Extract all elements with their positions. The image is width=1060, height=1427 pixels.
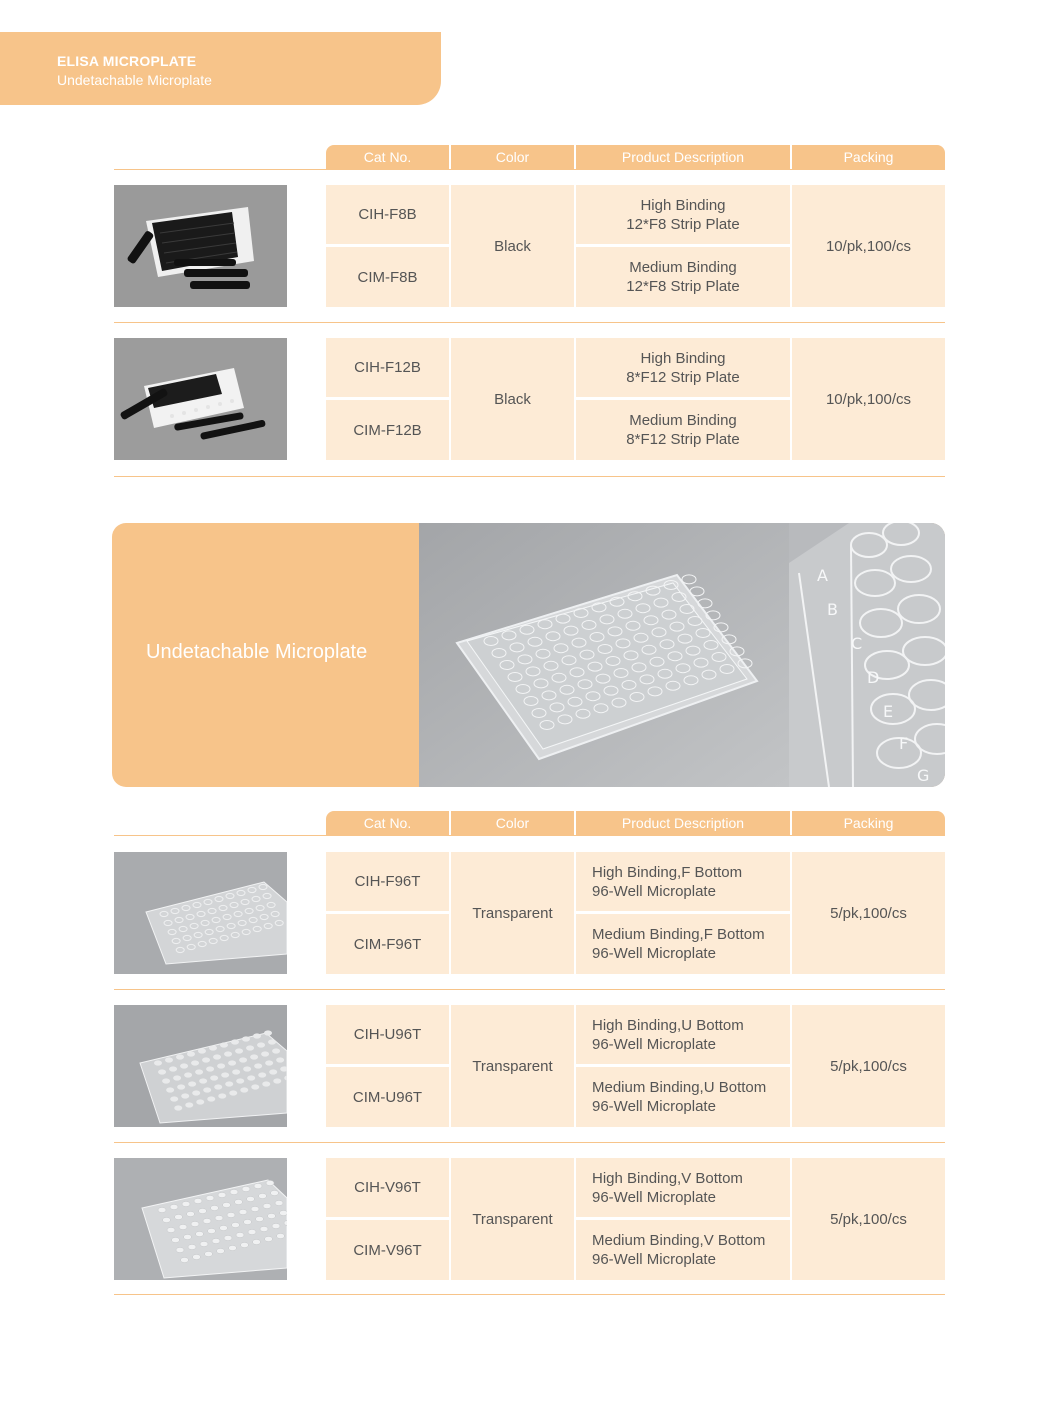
well: [192, 1090, 200, 1095]
binding-type: High Binding,V Bottom: [592, 1169, 743, 1187]
well: [242, 1186, 250, 1191]
well: [206, 1195, 214, 1200]
well: [184, 1072, 192, 1077]
description-cell: [576, 1220, 790, 1280]
well: [200, 1241, 208, 1246]
cat-no-cell: CIM-F8B: [326, 247, 449, 307]
well: [254, 1183, 262, 1188]
description-cell: [576, 1067, 790, 1127]
well: [266, 1180, 274, 1185]
row-divider: [114, 476, 945, 477]
plate-format: 96-Well Microplate: [592, 1188, 716, 1206]
well: [224, 1051, 232, 1056]
column-header-description: Product Description: [576, 145, 790, 169]
well: [227, 1212, 235, 1217]
column-header-packing: Packing: [792, 811, 945, 835]
plate-format: 96-Well Microplate: [592, 882, 716, 900]
column-header-cat-no: Cat No.: [326, 811, 449, 835]
well: [191, 1060, 199, 1065]
cat-no-cell: CIH-V96T: [326, 1158, 449, 1217]
plate-format: 8*F12 Strip Plate: [626, 431, 740, 448]
binding-type: Medium Binding,F Bottom: [592, 926, 765, 943]
well: [213, 1054, 221, 1059]
well: [265, 1236, 273, 1241]
packing-cell: 5/pk,100/cs: [792, 1005, 945, 1127]
well: [198, 1048, 206, 1053]
well: [260, 1226, 268, 1231]
well: [217, 1063, 225, 1068]
well: [181, 1093, 189, 1098]
row-divider: [114, 1142, 945, 1143]
binding-type: High Binding: [640, 349, 726, 367]
well: [187, 1211, 195, 1216]
product-row-group: [114, 1158, 945, 1312]
binding-type: Medium Binding,V Bottom: [592, 1232, 766, 1249]
cat-no-cell: CIM-F12B: [326, 400, 449, 460]
well: [235, 1199, 243, 1204]
well: [257, 1042, 265, 1047]
well: [231, 1039, 239, 1044]
binding-type: Medium Binding,U Bottom: [592, 1079, 767, 1096]
product-table-strip-plates: [114, 145, 945, 480]
well: [246, 1045, 254, 1050]
banner-label: Undetachable Microplate: [146, 641, 368, 663]
well: [169, 1066, 177, 1071]
row-divider: [114, 989, 945, 990]
well: [195, 1069, 203, 1074]
well: [268, 1213, 276, 1218]
product-image: [114, 185, 287, 307]
description-cell: [576, 852, 790, 911]
well: [176, 1247, 184, 1252]
well: [242, 1036, 250, 1041]
section-subtitle: Undetachable Microplate: [57, 72, 212, 88]
product-image: [114, 852, 287, 974]
well: [273, 1078, 281, 1083]
well: [218, 1093, 226, 1098]
well: [184, 1234, 192, 1239]
well: [180, 1063, 188, 1068]
well: [224, 1235, 232, 1240]
well: [247, 1075, 255, 1080]
well: [239, 1209, 247, 1214]
cat-no-cell: CIH-U96T: [326, 1005, 449, 1064]
well-row-letter: A: [817, 566, 828, 585]
well: [217, 1248, 225, 1253]
well-row-letter: B: [827, 600, 838, 619]
well: [235, 1048, 243, 1053]
plate-format: 8*F12 Strip Plate: [626, 368, 740, 386]
product-row-group: [114, 852, 945, 1006]
well-row-letter: F: [899, 734, 909, 753]
well: [251, 1206, 259, 1211]
well: [196, 1099, 204, 1104]
well: [199, 1078, 207, 1083]
well-row-letter: C: [851, 634, 863, 653]
well: [173, 1075, 181, 1080]
well: [254, 1063, 262, 1068]
well: [220, 1042, 228, 1047]
well: [236, 1078, 244, 1083]
product-row-group: [114, 185, 945, 339]
well: [202, 1057, 210, 1062]
well: [187, 1051, 195, 1056]
row-divider: [114, 322, 945, 323]
packing-cell: 10/pk,100/cs: [792, 185, 945, 307]
column-header-description: Product Description: [576, 811, 790, 835]
well: [194, 1198, 202, 1203]
well: [179, 1224, 187, 1229]
product-image: [114, 338, 287, 460]
well: [276, 1057, 284, 1062]
well: [275, 1200, 283, 1205]
well: [196, 1231, 204, 1236]
well-row-letter: E: [883, 702, 894, 721]
well: [262, 1081, 270, 1086]
well: [250, 1054, 258, 1059]
well: [247, 1196, 255, 1201]
well: [280, 1210, 288, 1215]
plate-format: 96-Well Microplate: [592, 1098, 716, 1115]
product-row-group: [114, 1005, 945, 1159]
well: [177, 1084, 185, 1089]
cat-no-cell: CIH-F96T: [326, 852, 449, 911]
well: [203, 1087, 211, 1092]
well: [220, 1225, 228, 1230]
well: [215, 1215, 223, 1220]
color-cell: Black: [451, 185, 574, 307]
header-underline: [114, 169, 945, 170]
description-cell: [576, 914, 790, 974]
well: [214, 1084, 222, 1089]
well: [258, 1072, 266, 1077]
well: [206, 1066, 214, 1071]
well: [218, 1192, 226, 1197]
well: [172, 1237, 180, 1242]
well: [167, 1227, 175, 1232]
well: [158, 1207, 166, 1212]
well: [272, 1048, 280, 1053]
well: [225, 1081, 233, 1086]
cat-no-cell: CIH-F12B: [326, 338, 449, 397]
well: [271, 1190, 279, 1195]
well: [269, 1069, 277, 1074]
well: [229, 1245, 237, 1250]
plate-format: 96-Well Microplate: [592, 1251, 716, 1268]
cat-no-cell: CIH-F8B: [326, 185, 449, 244]
well: [241, 1242, 249, 1247]
binding-type: Medium Binding: [629, 412, 737, 429]
description-cell: [576, 1158, 790, 1217]
well: [203, 1218, 211, 1223]
well: [244, 1219, 252, 1224]
well: [248, 1229, 256, 1234]
well: [253, 1239, 261, 1244]
well: [265, 1060, 273, 1065]
well: [166, 1087, 174, 1092]
packing-cell: 5/pk,100/cs: [792, 1158, 945, 1280]
well: [229, 1090, 237, 1095]
description-cell: [576, 185, 790, 244]
color-cell: Transparent: [451, 1005, 574, 1127]
well: [223, 1202, 231, 1207]
product-row-group: [114, 338, 945, 492]
well: [174, 1105, 182, 1110]
well: [272, 1223, 280, 1228]
column-header-cat-no: Cat No.: [326, 145, 449, 169]
well: [264, 1030, 272, 1035]
well: [207, 1096, 215, 1101]
well: [210, 1075, 218, 1080]
well: [212, 1238, 220, 1243]
well: [199, 1208, 207, 1213]
well: [208, 1228, 216, 1233]
packing-cell: 5/pk,100/cs: [792, 852, 945, 974]
well: [256, 1216, 264, 1221]
column-header-color: Color: [451, 145, 574, 169]
description-cell: [576, 247, 790, 307]
packing-cell: 10/pk,100/cs: [792, 338, 945, 460]
well: [261, 1051, 269, 1056]
product-image: [114, 1005, 287, 1127]
description-cell: [576, 1005, 790, 1064]
well: [243, 1066, 251, 1071]
well: [209, 1045, 217, 1050]
well: [240, 1087, 248, 1092]
cat-no-cell: CIM-V96T: [326, 1220, 449, 1280]
well: [193, 1254, 201, 1259]
binding-type: High Binding: [640, 196, 726, 214]
well: [185, 1102, 193, 1107]
color-cell: Black: [451, 338, 574, 460]
plate-format: 12*F8 Strip Plate: [626, 278, 740, 295]
well: [259, 1193, 267, 1198]
column-header-packing: Packing: [792, 145, 945, 169]
well: [163, 1217, 171, 1222]
well: [175, 1214, 183, 1219]
well: [284, 1220, 287, 1225]
well: [232, 1222, 240, 1227]
column-header-color: Color: [451, 811, 574, 835]
binding-type: High Binding,F Bottom: [592, 863, 743, 881]
microplate-photo: [419, 523, 789, 787]
well: [188, 1244, 196, 1249]
binding-type: High Binding,U Bottom: [592, 1016, 744, 1034]
header-underline: [114, 835, 945, 836]
well: [158, 1069, 166, 1074]
color-cell: Transparent: [451, 852, 574, 974]
row-divider: [114, 1294, 945, 1295]
well: [181, 1257, 189, 1262]
description-cell: [576, 338, 790, 397]
well-row-letter: D: [867, 668, 880, 687]
well: [228, 1060, 236, 1065]
description-cell: [576, 400, 790, 460]
well: [277, 1233, 285, 1238]
well: [251, 1084, 259, 1089]
well: [253, 1033, 261, 1038]
cat-no-cell: CIM-F96T: [326, 914, 449, 974]
well: [176, 1054, 184, 1059]
well: [170, 1204, 178, 1209]
binding-type: Medium Binding: [629, 259, 737, 276]
well: [230, 1189, 238, 1194]
product-table-96-well: [114, 811, 945, 1301]
section-title: ELISA MICROPLATE: [57, 53, 197, 69]
well: [268, 1039, 276, 1044]
feature-banner: [112, 523, 945, 787]
well: [239, 1057, 247, 1062]
well: [182, 1201, 190, 1206]
well: [162, 1078, 170, 1083]
plate-format: 96-Well Microplate: [592, 1035, 716, 1053]
section-header: [0, 32, 441, 105]
well: [191, 1221, 199, 1226]
well-closeup-photo: [789, 523, 945, 787]
well: [263, 1203, 271, 1208]
well: [170, 1096, 178, 1101]
well: [188, 1081, 196, 1086]
product-image: [114, 1158, 287, 1280]
color-cell: Transparent: [451, 1158, 574, 1280]
well: [205, 1251, 213, 1256]
well-row-letter: G: [917, 766, 930, 785]
well: [232, 1069, 240, 1074]
cat-no-cell: CIM-U96T: [326, 1067, 449, 1127]
well: [154, 1060, 162, 1065]
plate-format: 12*F8 Strip Plate: [626, 215, 740, 233]
well: [165, 1057, 173, 1062]
plate-format: 96-Well Microplate: [592, 945, 716, 962]
well: [211, 1205, 219, 1210]
well: [236, 1232, 244, 1237]
well: [221, 1072, 229, 1077]
